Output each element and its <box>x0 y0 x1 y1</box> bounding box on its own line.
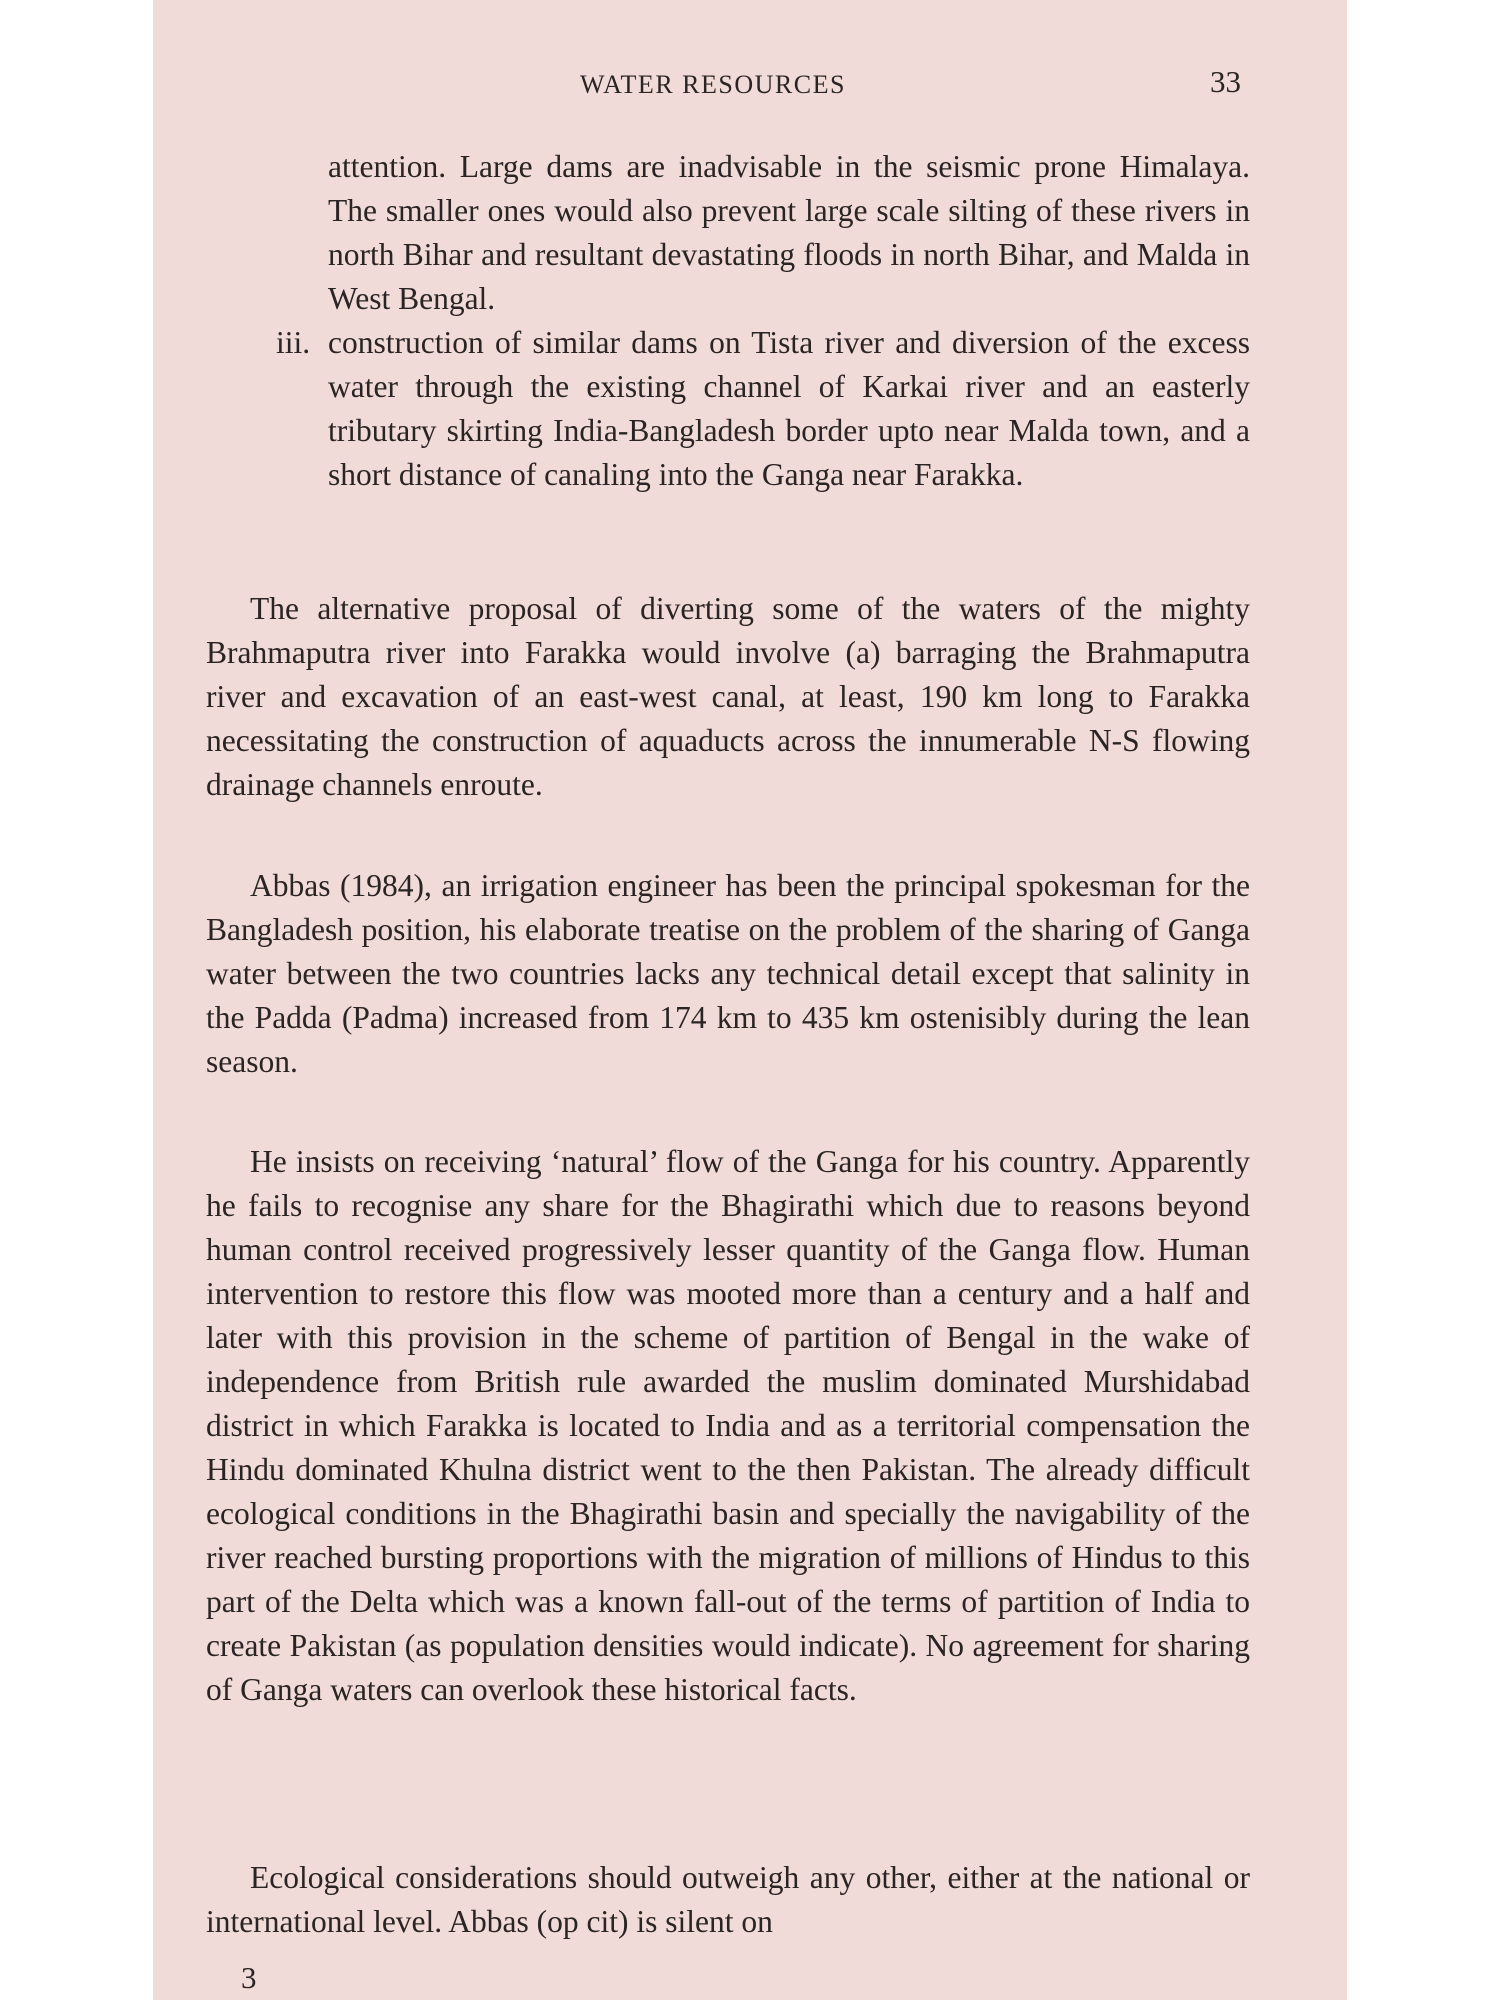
page-number: 33 <box>1210 64 1241 99</box>
paragraph-ecological-considerations: Ecological considerations should outweigh any other, either at the national or international level. Abbas (op cit) is silent on <box>206 1859 1250 1939</box>
list-marker: iii. <box>276 325 311 360</box>
paragraph-natural-flow: He insists on receiving ‘natural’ flow of the Ganga for his country. Apparently he fails to recognise any share for the Bhagirathi which due to reasons beyond human control received progressively lesser quantity of the Ganga flow. Human intervention to restore this flow was mooted more than a century and a half and later with this provision in the scheme of partition of Bengal in the wake of independence from British rule awarded the muslim dominated Murshidabad district in which Farakka is located to India and as a territorial compensation the Hindu dominated Khulna district went to the then Pakistan. The already difficult ecological conditions in the Bhagirathi basin and specially the navigability of the river reached bursting proportions with the migration of millions of Hindus to this part of the Delta which was a known fall-out of the terms of partition of India to create Pakistan (as population densities would indicate). No agreement for sharing of Ganga waters can overlook these historical facts. <box>206 1143 1250 1707</box>
list-item-continued: attention. Large dams are inadvisable in the seismic prone Himalaya. The smaller ones would also prevent large scale silting of these rivers in north Bihar and resultant devastating floods in north Bihar, and Malda in West Bengal. <box>328 149 1250 316</box>
running-head <box>153 64 1347 104</box>
book-page <box>153 0 1347 2000</box>
list-item-text: construction of similar dams on Tista river and diversion of the excess water through the existing channel of Karkai river and an easterly tributary skirting India-Bangladesh border upto near Malda town, and a short distance of canaling into the Ganga near Farakka. <box>328 325 1250 492</box>
running-title: WATER RESOURCES <box>580 70 846 99</box>
paragraph-brahmaputra-proposal: The alternative proposal of diverting some of the waters of the mighty Brahmaputra river into Farakka would involve (a) barraging the Brahmaputra river and excavation of an east-west canal, at least, 190 km long to Farakka necessitating the construction of aquaducts across the innumerable N-S flowing drainage channels enroute. <box>206 590 1250 802</box>
signature-mark: 3 <box>241 1960 257 1995</box>
list-item-iii <box>276 321 1250 497</box>
paragraph-abbas-position: Abbas (1984), an irrigation engineer has been the principal spokesman for the Bangladesh position, his elaborate treatise on the problem of the sharing of Ganga water between the two countries lacks any technical detail except that salinity in the Padda (Padma) increased from 174 km to 435 km ostenisibly during the lean season. <box>206 867 1250 1079</box>
